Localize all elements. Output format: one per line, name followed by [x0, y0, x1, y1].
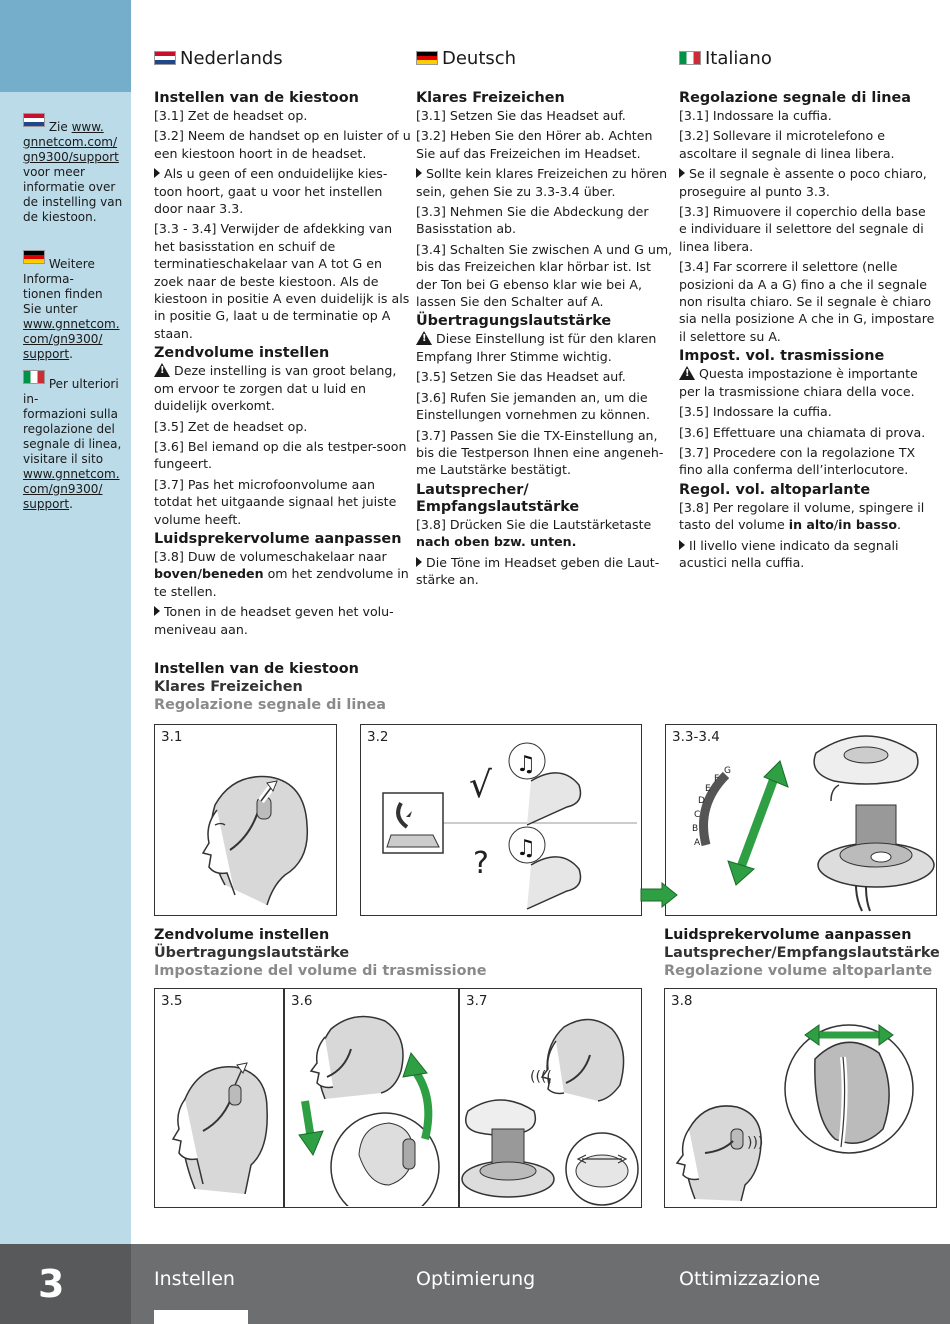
- flag-it-icon: [679, 51, 701, 65]
- step-3-8: [3.8] Drücken Sie die Lautstärketaste nach oben bzw. unten.: [416, 516, 652, 550]
- panel-3-3-3-4: 3.3-3.4 A B C D E F G: [665, 724, 937, 916]
- arrow-right-icon: [154, 168, 160, 178]
- svg-text:E: E: [705, 784, 711, 794]
- step-3-5: [3.5] Zet de headset op.: [154, 418, 308, 434]
- warning-text: !Diese Einstellung ist für den klaren Empfang Ihrer Stimme wichtig.: [416, 330, 674, 365]
- footer-tab-marker: [154, 1310, 248, 1324]
- arrow-right-icon: [679, 540, 685, 550]
- step-3-3: [3.3 - 3.4] Verwijder de afdekking van het basisstation en schuif de terminatieschakelaar van A tot G en zoek naar de beste kiestoon. Als de kiestoon in positie A even duidelijk is als in positie G, laat u de terminatie op A staan.: [154, 221, 410, 341]
- tip-text: Sollte kein klares Freizeichen zu hören sein, gehen Sie zu 3.3-3.4 über.: [416, 166, 668, 199]
- svg-text:G: G: [724, 766, 731, 776]
- panel-3-8: 3.8 ))): [664, 988, 937, 1208]
- column-it: [679, 88, 937, 574]
- tip-text: Als u geen of een onduidelijke kies-toon hoort, gaat u voor het instellen door naar 3.3.: [154, 166, 388, 217]
- sidebar: [0, 0, 131, 1244]
- figure-title-dial-tone: Instellen van de kiestoon Klares Freizeichen Regolazione segnale di linea: [154, 661, 386, 713]
- svg-text:B: B: [692, 824, 699, 834]
- step-3-1: [3.1] Zet de headset op.: [154, 108, 308, 123]
- section-heading: Luidsprekervolume aanpassen: [154, 530, 402, 547]
- support-link-it[interactable]: www.gnnetcom. com/gn9300/ support: [23, 467, 120, 511]
- arrow-right-icon: [416, 557, 422, 567]
- section-heading: Klares Freizeichen: [416, 90, 565, 106]
- step-3-5: [3.5] Setzen Sie das Headset auf.: [416, 369, 626, 385]
- panel-3-5: 3.5: [154, 988, 284, 1208]
- flag-de-icon: [416, 51, 438, 65]
- svg-text:C: C: [694, 810, 701, 820]
- section-heading: Instellen van de kiestoon: [154, 90, 359, 106]
- warning-text: !Questa impostazione è importante per la trasmissione chiara della voce.: [679, 365, 937, 400]
- footer-label-nl: Instellen: [154, 1268, 235, 1290]
- step-3-1: [3.1] Setzen Sie das Headset auf.: [416, 108, 626, 123]
- svg-text:♫: ♫: [516, 836, 536, 861]
- arrow-right-icon: [679, 168, 685, 178]
- step-3-7: [3.7] Pas het microfoonvolume aan totdat het uitgaande signaal het juiste volume heeft.: [154, 476, 397, 527]
- question-mark: ?: [473, 846, 489, 881]
- flag-nl-icon: [23, 113, 45, 127]
- tip-text: Die Töne im Headset geben die Laut-stärke an.: [416, 554, 660, 587]
- next-step-arrow-icon: [640, 882, 678, 908]
- step-3-6: [3.6] Effettuare una chiamata di prova.: [679, 424, 926, 440]
- step-3-2: [3.2] Heben Sie den Hörer ab. Achten Sie auf das Freizeichen im Headset.: [416, 128, 653, 161]
- figure-title-transmit-volume: Zendvolume instellen Übertragungslautstärke Impostazione del volume di trasmissione: [154, 927, 487, 979]
- panel-3-2: 3.2 √ ? ♫ ♫: [360, 724, 642, 916]
- support-link-nl[interactable]: www. gnnetcom.com/ gn9300/support: [23, 120, 119, 164]
- footer-label-de: Optimierung: [416, 1268, 536, 1290]
- column-nl: [154, 88, 412, 641]
- panel-3-7: 3.7 ((((: [459, 988, 642, 1208]
- footer-label-it: Ottimizzazione: [679, 1268, 821, 1290]
- step-3-7: [3.7] Procedere con la regolazione TX fino alla conferma dell’interlocutore.: [679, 444, 916, 478]
- step-3-3: [3.3] Nehmen Sie die Abdeckung der Basisstation ab.: [416, 204, 649, 237]
- svg-text:F: F: [714, 774, 720, 784]
- step-3-6: [3.6] Rufen Sie jemanden an, um die Einstellungen vornehmen zu können.: [416, 389, 651, 423]
- handset-icon: [403, 1139, 415, 1169]
- base-station-switch-illustration: [666, 725, 935, 914]
- section-heading: Regol. vol. altoparlante: [679, 481, 871, 498]
- tip-text: Il livello viene indicato da segnali acustici nella cuffia.: [679, 537, 899, 570]
- arrow-right-icon: [416, 168, 422, 178]
- support-link-de[interactable]: www.gnnetcom. com/gn9300/ support: [23, 317, 120, 361]
- sidebar-note-nl: Zie www. gnnetcom.com/ gn9300/support voor meer informatie over de instelling van de kiestoon.: [23, 113, 123, 225]
- svg-text:D: D: [698, 796, 705, 806]
- column-de: [416, 88, 674, 591]
- arrow-right-icon: [154, 606, 160, 616]
- person-headset-illustration: [155, 989, 282, 1206]
- language-header-it: Italiano: [679, 48, 772, 69]
- step-3-2: [3.2] Sollevare il microtelefono e ascoltare il segnale di linea libera.: [679, 128, 895, 161]
- sidebar-note-de: Weitere Informa- tionen finden Sie unter www.gnnetcom. com/gn9300/ support.: [23, 250, 123, 362]
- warning-icon: [679, 366, 695, 380]
- step-3-1: [3.1] Indossare la cuffia.: [679, 108, 832, 123]
- section-heading: Impost. vol. trasmissione: [679, 348, 885, 365]
- section-heading: Zendvolume instellen: [154, 345, 330, 362]
- sidebar-note-it: Per ulteriori in- formazioni sulla regolazione del segnale di linea, visitare il sito www.gnnetcom. com/gn9300/ support.: [23, 370, 123, 512]
- step-3-3: [3.3] Rimuovere il coperchio della base e individuare il selettore del segnale di linea libera.: [679, 204, 926, 254]
- panel-3-1: 3.1: [154, 724, 337, 916]
- step-3-8: [3.8] Per regolare il volume, spingere il tasto del volume in alto/in basso.: [679, 499, 925, 533]
- panel-3-6: 3.6: [284, 988, 459, 1208]
- section-heading: Übertragungslautstärke: [416, 313, 612, 330]
- tip-text: Tonen in de headset geven het volu-meniveau aan.: [154, 604, 394, 637]
- language-header-nl: Nederlands: [154, 48, 283, 69]
- svg-text:))): ))): [747, 1135, 764, 1151]
- check-mark: √: [469, 765, 492, 806]
- flag-nl-icon: [154, 51, 176, 65]
- dial-tone-check-illustration: [361, 725, 640, 914]
- page-number: 3: [0, 1244, 131, 1324]
- svg-text:A: A: [694, 838, 701, 848]
- figure-title-speaker-volume: Luidsprekervolume aanpassen Lautsprecher/Empfangslautstärke Regolazione volume altoparlante: [664, 927, 940, 979]
- language-header-de: Deutsch: [416, 48, 516, 69]
- tip-text: Se il segnale è assente o poco chiaro, proseguire al punto 3.3.: [679, 166, 927, 199]
- step-3-5: [3.5] Indossare la cuffia.: [679, 404, 832, 420]
- warning-text: !Deze instelling is van groot belang, om ervoor te zorgen dat u luid en duidelijk overkomt.: [154, 362, 412, 414]
- svg-text:♫: ♫: [516, 752, 536, 777]
- tx-adjust-illustration: [460, 989, 640, 1206]
- svg-text:((((: ((((: [530, 1069, 552, 1085]
- sidebar-header-band: [0, 0, 131, 92]
- section-heading: Regolazione segnale di linea: [679, 90, 911, 106]
- double-arrow-icon: [738, 773, 776, 875]
- flag-it-icon: [23, 370, 45, 384]
- flag-de-icon: [23, 250, 45, 264]
- speaker-volume-illustration: [665, 989, 935, 1206]
- step-3-7: [3.7] Passen Sie die TX-Einstellung an, bis die Testperson Ihnen eine angeneh-me Lautstärke bestätigt.: [416, 427, 664, 478]
- warning-icon: [416, 331, 432, 345]
- step-3-4: [3.4] Schalten Sie zwischen A und G um, bis das Freizeichen klar hörbar ist. Ist der Ton bei G ebenso klar wie bei A, lassen Sie den Schalter auf A.: [416, 241, 673, 310]
- step-3-6: [3.6] Bel iemand op die als testper-soon fungeert.: [154, 438, 407, 472]
- warning-icon: [154, 363, 170, 377]
- step-3-8: [3.8] Duw de volumeschakelaar naar boven/beneden om het zendvolume in te stellen.: [154, 548, 409, 599]
- step-3-2: [3.2] Neem de handset op en luister of u een kiestoon hoort in de headset.: [154, 128, 411, 161]
- step-3-4: [3.4] Far scorrere il selettore (nelle posizioni da A a G) fino a che il segnale non risulta chiaro. Se il segnale è chiaro sia nella posizione A che in G, impostare il selettore su A.: [679, 259, 935, 344]
- person-headset-illustration: [155, 725, 335, 914]
- section-heading: Lautsprecher/ Empfangslautstärke: [416, 481, 580, 515]
- test-call-illustration: [285, 989, 457, 1206]
